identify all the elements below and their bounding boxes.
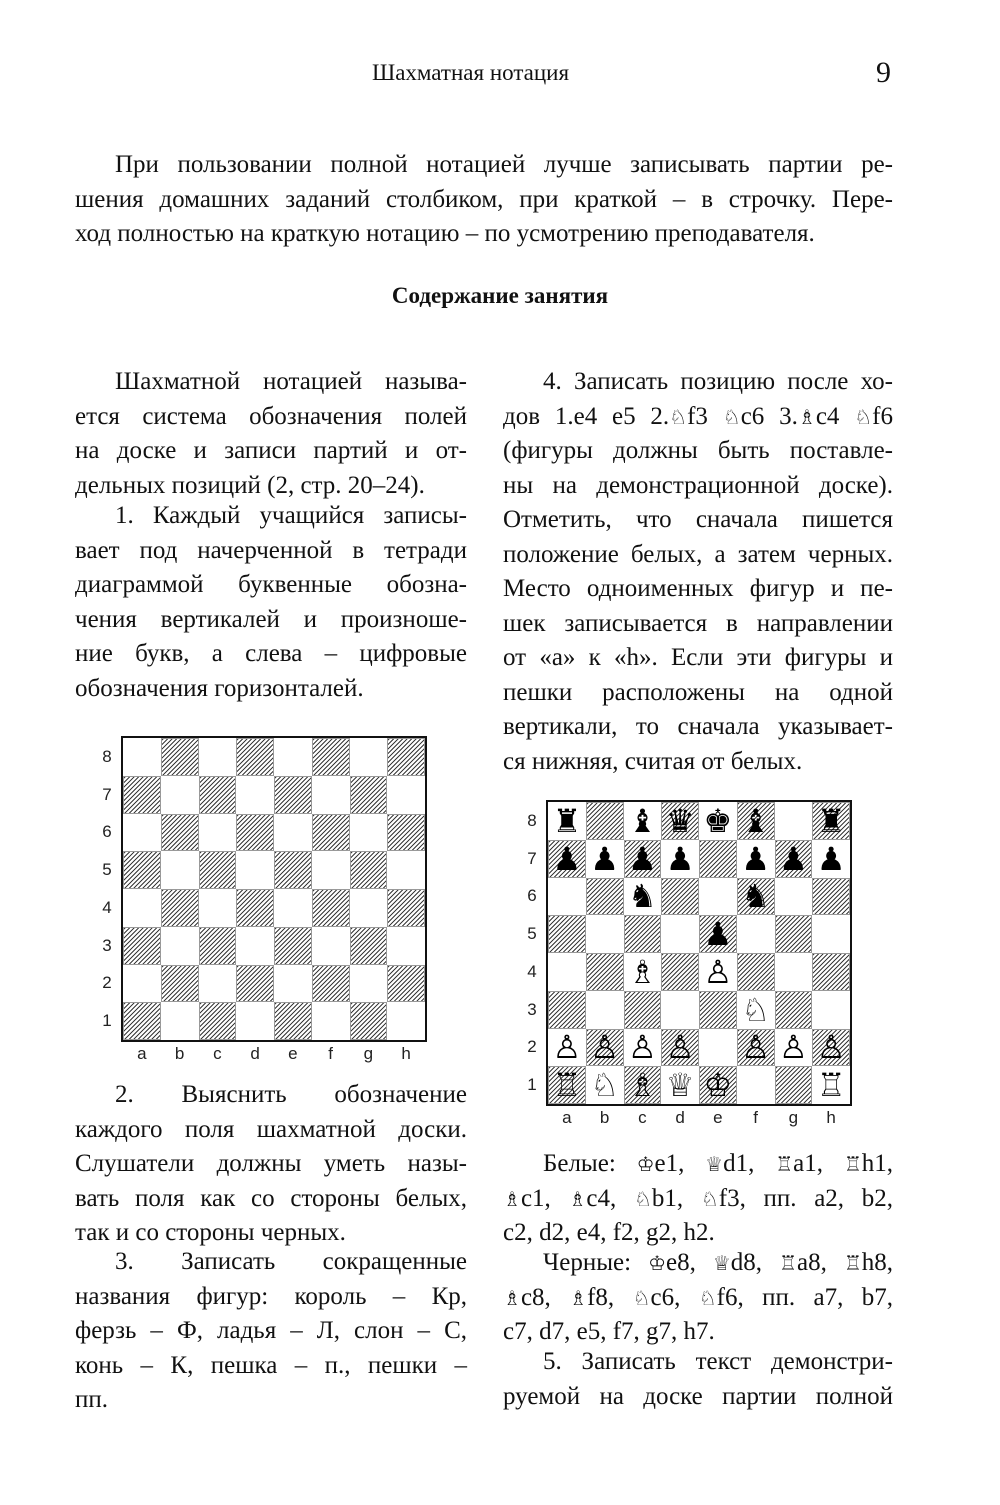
board-square-g5 xyxy=(775,915,813,953)
knight-icon: ♘ xyxy=(700,1186,719,1211)
board-square-b5 xyxy=(586,915,624,953)
bishop-icon: ♗ xyxy=(503,1186,521,1211)
knight-icon: ♘ xyxy=(698,1285,717,1310)
board-square-e6 xyxy=(274,814,312,852)
board-square-h4 xyxy=(387,889,425,927)
board-square-f3 xyxy=(312,927,350,965)
text-line: Отметить, что сначала пишется xyxy=(503,506,893,533)
text-line: обозначения горизонталей. xyxy=(75,674,364,702)
board-square-h6 xyxy=(387,814,425,852)
text-line: c7, d7, e5, f7, g7, h7. xyxy=(503,1318,715,1345)
square-text: b1, xyxy=(651,1184,701,1212)
text-line: (фигуры должны быть поставле- xyxy=(503,437,893,464)
file-label: d xyxy=(250,1044,260,1063)
board-square-e7 xyxy=(274,776,312,814)
text-line: 4. Записать позицию после хо- xyxy=(543,368,893,395)
board-square-d7 xyxy=(236,776,274,814)
board-square-h5 xyxy=(812,915,850,953)
rank-label: 4 xyxy=(102,897,112,917)
board-square-c3 xyxy=(199,927,237,965)
rank-label: 3 xyxy=(527,999,537,1019)
chess-piece-c6: ♞ xyxy=(627,877,657,916)
rank-label: 3 xyxy=(102,935,112,955)
empty-chessboard-diagram xyxy=(121,736,427,1042)
file-label: d xyxy=(675,1108,685,1127)
chess-piece-c1: ♗ xyxy=(627,1066,657,1105)
file-label: g xyxy=(788,1108,799,1127)
board-square-d5 xyxy=(661,915,699,953)
board-square-e2 xyxy=(274,965,312,1003)
text-line: так и со стороны черных. xyxy=(75,1219,346,1246)
board-square-b3 xyxy=(586,991,624,1029)
rank-label: 7 xyxy=(102,784,112,804)
board-square-e1 xyxy=(274,1002,312,1040)
file-label: a xyxy=(137,1044,147,1063)
square-text: h8, xyxy=(861,1249,893,1276)
rank-label: 5 xyxy=(527,924,537,944)
text-line: от «a» к «h». Если эти фигуры и xyxy=(503,644,893,671)
side-label: Черные: xyxy=(543,1249,649,1276)
rank-label: 6 xyxy=(102,822,112,842)
knight-icon: ♘ xyxy=(722,404,741,429)
text-line: дельных позиций (2, стр. 20–24). xyxy=(75,471,425,499)
file-label: b xyxy=(174,1044,185,1063)
moves-text: c6 3. xyxy=(740,402,798,430)
board-square-d8 xyxy=(236,738,274,776)
chess-piece-h2: ♙ xyxy=(816,1028,846,1067)
board-square-d1 xyxy=(236,1002,274,1040)
text-line: Место одноименных фигур и пе- xyxy=(503,575,893,602)
chess-piece-e8: ♚ xyxy=(703,801,733,840)
rank-label: 5 xyxy=(102,860,112,880)
board-square-e8 xyxy=(274,738,312,776)
knight-icon: ♘ xyxy=(854,404,873,429)
chess-piece-e5: ♟ xyxy=(703,915,733,954)
board-square-d4 xyxy=(236,889,274,927)
chess-piece-f7: ♟ xyxy=(741,839,770,878)
board-square-f8 xyxy=(312,738,350,776)
text-line: конь – К, пешка – п., пешки – xyxy=(75,1351,467,1379)
board-square-h5 xyxy=(387,851,425,889)
board-square-d3 xyxy=(236,927,274,965)
board-square-h4 xyxy=(812,953,850,991)
board-square-c5 xyxy=(624,915,662,953)
chess-piece-c8: ♝ xyxy=(627,801,657,840)
text-line: пешки расположены на одной xyxy=(503,678,893,706)
board-square-b8 xyxy=(161,738,199,776)
board-square-c7 xyxy=(199,776,237,814)
moves-text: c4 xyxy=(815,402,855,430)
board-square-g4 xyxy=(775,953,813,991)
board-square-h8 xyxy=(387,738,425,776)
text-line: пп. xyxy=(75,1386,109,1413)
chess-piece-g2: ♙ xyxy=(778,1028,808,1067)
text-line: 3. Записать сокращенные xyxy=(115,1248,467,1275)
square-text: d8, xyxy=(730,1249,780,1276)
chess-piece-b2: ♙ xyxy=(590,1028,619,1067)
left-paragraph-task-1 xyxy=(75,499,467,706)
running-header-title: Шахматная нотация xyxy=(372,60,570,85)
board-square-h2 xyxy=(387,965,425,1003)
chess-piece-d8: ♛ xyxy=(665,801,695,840)
text-line: c2, d2, e4, f2, g2, h2. xyxy=(503,1219,715,1246)
text-line: 2. Выяснить обозначение xyxy=(115,1081,467,1108)
king-icon: ♔ xyxy=(648,1251,666,1275)
text-line: руемой на доске партии полной xyxy=(503,1382,893,1410)
file-label: e xyxy=(288,1044,298,1063)
board-square-d6 xyxy=(236,814,274,852)
text-line: ферзь – Ф, ладья – Л, слон – С, xyxy=(75,1317,467,1344)
moves-line xyxy=(503,400,893,435)
board-square-h1 xyxy=(387,1002,425,1040)
chess-piece-c4: ♗ xyxy=(627,952,657,991)
rank-label: 8 xyxy=(102,746,112,766)
king-icon: ♔ xyxy=(636,1152,655,1176)
board-square-h6 xyxy=(812,878,850,916)
text-line: При пользовании полной нотацией лучше записывать партии ре- xyxy=(115,151,893,178)
chess-piece-b1: ♘ xyxy=(590,1066,619,1105)
text-line: шения домашних заданий столбиком, при краткой – в строчку. Пере- xyxy=(75,185,893,213)
chess-piece-e1: ♔ xyxy=(703,1066,733,1105)
board-square-e7 xyxy=(699,840,737,878)
text-line: вать поля как со стороны белых, xyxy=(75,1184,467,1212)
text-line xyxy=(503,1147,893,1182)
bishop-icon: ♗ xyxy=(569,1285,588,1310)
board-square-a2 xyxy=(123,965,161,1003)
board-square-c5 xyxy=(199,851,237,889)
chess-piece-b7: ♟ xyxy=(590,839,619,878)
board-square-g8 xyxy=(350,738,388,776)
chess-piece-d1: ♕ xyxy=(665,1066,695,1105)
text-line: 1. Каждый учащийся записы- xyxy=(115,502,467,529)
chess-piece-a1: ♖ xyxy=(552,1066,582,1105)
square-text: a8, xyxy=(796,1249,844,1276)
board-square-f2 xyxy=(312,965,350,1003)
board-square-c8 xyxy=(199,738,237,776)
side-label: Белые: xyxy=(543,1150,637,1177)
board-square-d3 xyxy=(661,991,699,1029)
bishop-icon: ♗ xyxy=(503,1285,521,1310)
left-paragraph-definition xyxy=(75,365,467,503)
board-square-b8 xyxy=(586,802,624,840)
text-line: вает под начерченной в тетради xyxy=(75,536,467,564)
board-square-g7 xyxy=(350,776,388,814)
chess-piece-f6: ♞ xyxy=(741,877,770,916)
board-square-d4 xyxy=(661,953,699,991)
right-paragraph-task-5 xyxy=(503,1345,893,1414)
moves-text: f6 xyxy=(872,402,893,430)
board-square-b3 xyxy=(161,927,199,965)
board-square-f6 xyxy=(312,814,350,852)
knight-icon: ♘ xyxy=(669,404,688,429)
chess-piece-f3: ♘ xyxy=(741,990,770,1029)
square-text: c8, xyxy=(520,1283,570,1311)
rank-label: 4 xyxy=(527,961,537,981)
board-square-b1 xyxy=(161,1002,199,1040)
bishop-icon: ♗ xyxy=(568,1186,587,1211)
file-label: g xyxy=(363,1044,374,1063)
text-line: ние букв, а слева – цифровые xyxy=(75,640,467,667)
queen-icon: ♕ xyxy=(712,1251,731,1275)
board-square-a5 xyxy=(548,915,586,953)
position-chessboard-diagram xyxy=(546,800,852,1106)
board-square-f5 xyxy=(312,851,350,889)
file-label: h xyxy=(826,1108,836,1127)
rank-label: 6 xyxy=(527,886,537,906)
text-line: ны на демонстрационной доске). xyxy=(503,471,893,499)
text-line: каждого поля шахматной доски. xyxy=(75,1115,467,1143)
bishop-icon: ♗ xyxy=(797,404,816,429)
board-square-c6 xyxy=(199,814,237,852)
board-square-a3 xyxy=(123,927,161,965)
text-line: названия фигур: король – Кр, xyxy=(75,1282,467,1310)
text-line: ход полностью на краткую нотацию – по усмотрению преподавателя. xyxy=(75,220,815,247)
chess-piece-d2: ♙ xyxy=(665,1028,695,1067)
square-text: f3, пп. a2, b2, xyxy=(718,1184,893,1212)
square-text: e1, xyxy=(654,1150,706,1177)
file-label: c xyxy=(213,1044,222,1063)
board-square-a4 xyxy=(548,953,586,991)
board-square-a1 xyxy=(123,1002,161,1040)
knight-icon: ♘ xyxy=(632,1285,651,1310)
board-square-h3 xyxy=(387,927,425,965)
black-pieces-listing xyxy=(503,1246,893,1350)
chess-piece-c7: ♟ xyxy=(627,839,657,878)
board-square-c2 xyxy=(199,965,237,1003)
board-square-c3 xyxy=(624,991,662,1029)
board-square-a5 xyxy=(123,851,161,889)
board-square-g8 xyxy=(775,802,813,840)
chess-piece-c2: ♙ xyxy=(627,1028,657,1067)
intro-paragraph xyxy=(75,148,893,252)
rank-label: 2 xyxy=(102,973,112,993)
chess-piece-f2: ♙ xyxy=(741,1028,770,1067)
rook-icon: ♖ xyxy=(843,1152,862,1176)
queen-icon: ♕ xyxy=(705,1152,724,1176)
board-square-g3 xyxy=(350,927,388,965)
board-square-e4 xyxy=(274,889,312,927)
file-label: c xyxy=(638,1108,647,1127)
moves-text: f3 xyxy=(687,402,723,430)
rank-label: 2 xyxy=(527,1037,537,1057)
board-square-d2 xyxy=(236,965,274,1003)
text-line xyxy=(503,1182,893,1217)
chess-piece-h8: ♜ xyxy=(816,801,846,840)
chess-piece-f8: ♝ xyxy=(741,801,770,840)
file-label: b xyxy=(599,1108,610,1127)
board-square-a6 xyxy=(548,878,586,916)
board-square-b6 xyxy=(586,878,624,916)
rank-label: 1 xyxy=(527,1075,537,1095)
board-square-a3 xyxy=(548,991,586,1029)
board-square-b6 xyxy=(161,814,199,852)
left-paragraph-task-2 xyxy=(75,1078,467,1251)
white-pieces-listing xyxy=(503,1147,893,1251)
text-line: чения вертикалей и произноше- xyxy=(75,605,467,633)
chess-piece-a8: ♜ xyxy=(552,801,582,840)
square-text: f6, пп. a7, b7, xyxy=(716,1283,893,1311)
chess-piece-a2: ♙ xyxy=(552,1028,582,1067)
file-label: f xyxy=(753,1108,758,1127)
text-line: положение белых, а затем черных. xyxy=(503,540,893,568)
square-text: h1, xyxy=(861,1150,893,1177)
board-square-b2 xyxy=(161,965,199,1003)
text-line: диаграммой буквенные обозна- xyxy=(75,571,467,598)
file-label: a xyxy=(562,1108,572,1127)
board-square-g6 xyxy=(775,878,813,916)
board-square-g2 xyxy=(350,965,388,1003)
board-square-e5 xyxy=(274,851,312,889)
board-square-a4 xyxy=(123,889,161,927)
file-label: e xyxy=(713,1108,723,1127)
chess-piece-g7: ♟ xyxy=(778,839,808,878)
board-square-g6 xyxy=(350,814,388,852)
chess-piece-d7: ♟ xyxy=(665,839,695,878)
text-line: ется система обозначения полей xyxy=(75,402,467,430)
board-square-g3 xyxy=(775,991,813,1029)
board-square-h7 xyxy=(387,776,425,814)
board-square-g5 xyxy=(350,851,388,889)
left-paragraph-task-3 xyxy=(75,1245,467,1418)
board-square-f4 xyxy=(737,953,775,991)
board-square-c1 xyxy=(199,1002,237,1040)
chess-piece-h1: ♖ xyxy=(816,1066,846,1105)
rook-icon: ♖ xyxy=(775,1152,794,1176)
board-square-e3 xyxy=(274,927,312,965)
rank-label: 8 xyxy=(527,810,537,830)
rank-label: 7 xyxy=(527,848,537,868)
text-line: шек записывается в направлении xyxy=(503,609,893,637)
board-square-h3 xyxy=(812,991,850,1029)
square-text: e8, xyxy=(666,1249,713,1276)
rook-icon: ♖ xyxy=(843,1251,862,1275)
board-square-d5 xyxy=(236,851,274,889)
text-line xyxy=(503,1281,893,1316)
board-square-e2 xyxy=(699,1029,737,1067)
board-square-f4 xyxy=(312,889,350,927)
text-line: ся нижняя, считая от белых. xyxy=(503,747,803,775)
moves-text: дов 1.e4 e5 2. xyxy=(503,402,670,430)
text-line: на доске и записи партий и от- xyxy=(75,437,467,464)
board-square-g1 xyxy=(775,1066,813,1104)
text-line: 5. Записать текст демонстри- xyxy=(543,1348,893,1375)
file-label: h xyxy=(401,1044,411,1063)
board-square-f1 xyxy=(737,1066,775,1104)
square-text: a1, xyxy=(793,1150,844,1177)
board-square-b4 xyxy=(586,953,624,991)
board-square-b7 xyxy=(161,776,199,814)
section-title: Содержание занятия xyxy=(391,283,609,308)
text-line: Шахматной нотацией называ- xyxy=(115,368,467,395)
board-square-a8 xyxy=(123,738,161,776)
board-square-f7 xyxy=(312,776,350,814)
text-line: Слушатели должны уметь назы- xyxy=(75,1150,467,1177)
board-square-d6 xyxy=(661,878,699,916)
chess-piece-h7: ♟ xyxy=(816,839,846,878)
board-square-b4 xyxy=(161,889,199,927)
text-line xyxy=(503,1246,893,1281)
board-square-b5 xyxy=(161,851,199,889)
chess-piece-a7: ♟ xyxy=(552,839,582,878)
rook-icon: ♖ xyxy=(779,1251,797,1275)
board-square-f5 xyxy=(737,915,775,953)
page-number: 9 xyxy=(876,56,891,89)
board-square-a6 xyxy=(123,814,161,852)
board-square-e6 xyxy=(699,878,737,916)
file-label: f xyxy=(328,1044,333,1063)
board-square-g4 xyxy=(350,889,388,927)
text-line: вертикали, то сначала указывает- xyxy=(503,713,893,740)
square-text: c4, xyxy=(586,1184,634,1212)
board-square-e3 xyxy=(699,991,737,1029)
square-text: f8, xyxy=(587,1283,633,1311)
rank-label: 1 xyxy=(102,1011,112,1031)
board-square-g1 xyxy=(350,1002,388,1040)
board-square-c4 xyxy=(199,889,237,927)
square-text: c6, xyxy=(650,1283,699,1311)
board-square-f1 xyxy=(312,1002,350,1040)
square-text: c1, xyxy=(520,1184,569,1212)
knight-icon: ♘ xyxy=(633,1186,652,1211)
chess-piece-e4: ♙ xyxy=(703,952,733,991)
square-text: d1, xyxy=(723,1150,776,1177)
board-square-a7 xyxy=(123,776,161,814)
right-paragraph-task-4 xyxy=(503,365,893,779)
